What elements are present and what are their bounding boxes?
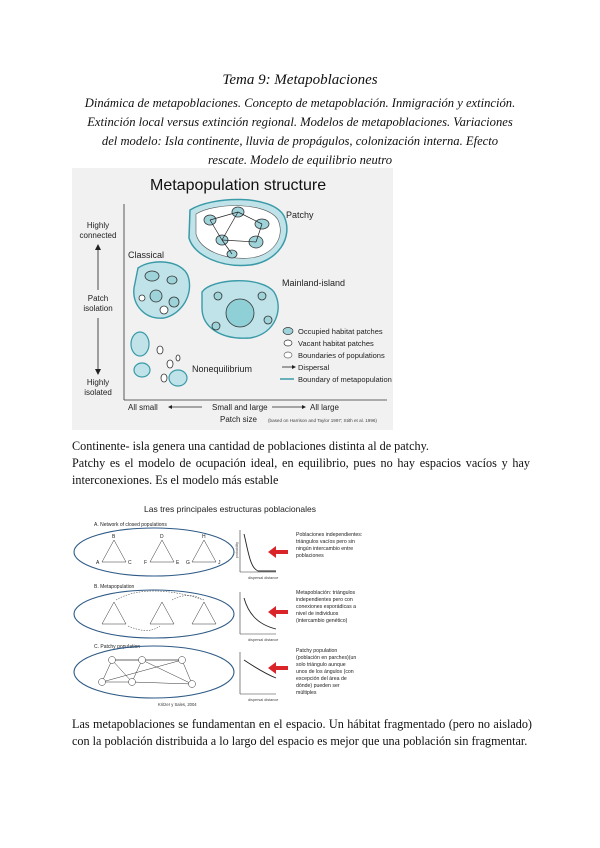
- paragraph-fundamento: Las metapoblaciones se fundamentan en el espacio. Un hábitat fragmentado (pero no aislado) con la población distribuida a lo largo del espacio es mejor que una población sin fragmentar.: [72, 717, 532, 748]
- panel-b-desc-0: Metapoblación: triángulos: [296, 590, 356, 596]
- svg-text:A: A: [96, 560, 100, 566]
- panel-a-desc-0: Poblaciones independientes:: [296, 532, 363, 538]
- metapopulation-structure-figure: [72, 168, 393, 430]
- svg-text:D: D: [160, 534, 164, 540]
- panel-c-desc-3: unos de los ángulos (con: [296, 669, 354, 675]
- population-structures-figure: [72, 500, 402, 716]
- topic-subtitle: Dinámica de metapoblaciones. Concepto de metapoblación. Inmigración y extinción. Extinción local versus extinción regional. Modelos de metapoblaciones. Variaciones del modelo: Isla continente, lluvia de propágulos, colonización interna. Efecto rescate. Modelo de equilibrio neutro: [84, 96, 516, 167]
- legend-metapop-boundary: Boundary of metapopulation: [298, 375, 392, 384]
- svg-text:H: H: [202, 534, 206, 540]
- legend-vacant: Vacant habitat patches: [298, 339, 374, 348]
- fig1-axis-bottom: Highly: [86, 378, 110, 387]
- panel-a-desc-2: ningún intercambio entre: [296, 546, 354, 552]
- fig1-x-left: All small: [128, 403, 158, 412]
- panel-a-desc-3: poblaciones: [296, 553, 324, 559]
- page-title: Tema 9: Metapoblaciones: [222, 72, 378, 88]
- fig2-credit: Kritzer y Sales, 2004: [158, 702, 197, 707]
- svg-text:J: J: [218, 560, 221, 566]
- fig1-label-classical: Classical: [128, 250, 165, 260]
- panel-b-desc-4: (intercambio genético): [296, 618, 348, 624]
- panel-a-y: probability: [235, 542, 239, 558]
- fig1-label-mainland: Mainland-island: [282, 278, 346, 288]
- fig1-axis-mid-2: isolation: [83, 304, 113, 313]
- fig1-label-patchy: Patchy: [286, 210, 314, 220]
- fig2-title: Las tres principales estructuras poblacionales: [144, 504, 316, 514]
- svg-text:E: E: [176, 560, 180, 566]
- svg-text:F: F: [144, 560, 148, 566]
- panel-c-label: C. Patchy population: [94, 644, 141, 650]
- panel-c-desc-1: (población en parches)(un: [296, 655, 357, 661]
- panel-b-label: B. Metapopulation: [94, 584, 135, 590]
- svg-text:B: B: [112, 534, 116, 540]
- legend-occupied: Occupied habitat patches: [298, 327, 383, 336]
- fig1-x-label: Patch size: [220, 415, 257, 424]
- fig1-label-noneq: Nonequilibrium: [192, 364, 253, 374]
- panel-b-desc-2: conexiones esporádicas a: [296, 604, 356, 610]
- panel-b-desc-1: independientes pero con: [296, 597, 353, 603]
- panel-b-desc-3: nivel de individuos: [296, 611, 339, 617]
- panel-c-desc-2: solo triángulo aunque: [296, 662, 346, 668]
- svg-text:C: C: [128, 560, 132, 566]
- panel-c-desc-5: dónde) pueden ser: [296, 683, 340, 689]
- panel-c-desc-4: excepción del área de: [296, 676, 347, 682]
- panel-c-desc-0: Patchy population: [296, 648, 338, 654]
- panel-a-x: dispersal distance: [248, 576, 279, 580]
- fig1-axis-top: Highly: [86, 221, 110, 230]
- fig1-axis-top-2: connected: [79, 231, 117, 240]
- svg-text:G: G: [186, 560, 190, 566]
- fig1-axis-bottom-2: isolated: [84, 388, 112, 397]
- paragraph-patchy: Patchy es el modelo de ocupación ideal, en equilibrio, pues no hay espacios vacíos y hay interconexiones. Es el modelo más estable: [72, 456, 530, 487]
- panel-a-desc-1: triángulos vacíos pero sin: [296, 539, 355, 545]
- fig1-axis-mid: Patch: [87, 294, 109, 303]
- panel-a-label: A. Network of closed populations: [94, 522, 167, 528]
- fig1-title: Metapopulation structure: [150, 177, 327, 194]
- panel-c-desc-6: múltiples: [296, 690, 317, 696]
- fig1-credit: (based on Harrison and Taylor 1997; Stith et al. 1996): [268, 418, 377, 423]
- fig1-x-right: All large: [310, 403, 339, 412]
- panel-b-x: dispersal distance: [248, 638, 279, 642]
- fig1-x-mid: Small and large: [212, 403, 268, 412]
- panel-c-x: dispersal distance: [248, 698, 279, 702]
- legend-dispersal: Dispersal: [298, 363, 330, 372]
- paragraph-continente: Continente- isla genera una cantidad de poblaciones distinta al de patchy.: [72, 439, 429, 453]
- legend-boundaries: Boundaries of populations: [298, 351, 385, 360]
